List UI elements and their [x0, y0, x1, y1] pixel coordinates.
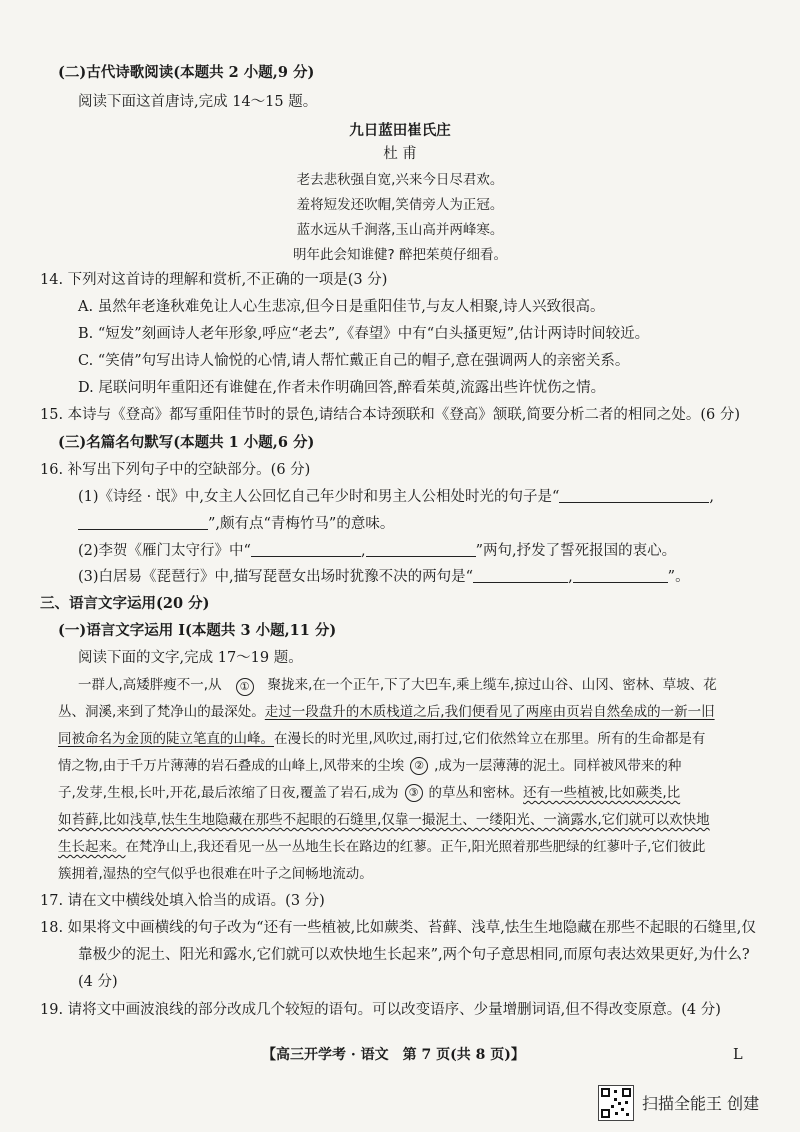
poem-title: 九日蓝田崔氏庄 [349, 122, 451, 139]
blank-marker-1[interactable]: ① [222, 677, 268, 691]
page-footer: 【高三开学考 · 语文 第 7 页(共 8 页)】 [262, 1047, 525, 1063]
section2-title: (二)古代诗歌阅读(本题共 2 小题,9 分) [58, 64, 315, 81]
q19: 19. 请将文中画波浪线的部分改成几个较短的语句。可以改变语序、少量增删词语,但不得改变原意。(4 分) [40, 1002, 721, 1018]
passage-line-3: 同被命名为金顶的陡立笔直的山峰。在漫长的时光里,风吹过,雨打过,它们依然耸立在那里。所有的生命都是有 [58, 731, 706, 747]
passage-line-4: 情之物,由于千万片薄薄的岩石叠成的山峰上,风带来的尘埃 ② ,成为一层薄薄的泥土。同样被风带来的种 [58, 758, 682, 774]
q18-line-1: 18. 如果将文中画横线的句子改为“还有一些植被,比如蕨类、苔藓、浅草,怯生生地隐藏在那些不起眼的石缝里,仅 [40, 920, 756, 936]
passage-line-6 [58, 810, 710, 830]
part3-title: 三、语言文字运用(20 分) [40, 595, 210, 612]
answer-blank[interactable] [573, 568, 668, 583]
wavy-passage-end: 生长起来。 [58, 839, 126, 855]
part3-subtitle: (一)语言文字运用 Ⅰ(本题共 3 小题,11 分) [58, 622, 337, 639]
poem-line-3: 蓝水远从千涧落,玉山高并两峰寒。 [296, 222, 504, 238]
passage-line-5: 子,发芽,生根,长叶,开花,最后浓缩了日夜,覆盖了岩石,成为 ③ 的草丛和密林。还有一些植被,比如蕨类,比 [58, 785, 681, 801]
passage-line-2: 丛、洞溪,来到了梵净山的最深处。走过一段盘升的木质栈道之后,我们便看见了两座由页岩自然垒成的一新一旧 [58, 704, 715, 720]
answer-blank[interactable] [366, 542, 476, 557]
q16-item-1-cont: ”,颇有点“青梅竹马”的意味。 [78, 514, 394, 534]
q16-item-2: (2)李贺《雁门太守行》中“ , ”两句,抒发了誓死报国的衷心。 [78, 543, 677, 559]
section3-title: (三)名篇名句默写(本题共 1 小题,6 分) [58, 434, 315, 451]
qr-code-icon [598, 1085, 634, 1121]
answer-blank[interactable] [473, 568, 568, 583]
section2-instruction: 阅读下面这首唐诗,完成 14～15 题。 [78, 94, 318, 110]
blank-marker-3[interactable]: ③ [405, 784, 423, 802]
poem-author: 杜 甫 [383, 146, 417, 162]
q14-option-d: D. 尾联问明年重阳还有谁健在,作者未作明确回答,醉看茱萸,流露出些许忧伤之情。 [78, 380, 606, 396]
q15: 15. 本诗与《登高》都写重阳佳节时的景色,请结合本诗颈联和《登高》颔联,简要分析二者的相同之处。(6 分) [40, 407, 741, 423]
poem-line-2: 羞将短发还吹帽,笑倩旁人为正冠。 [296, 197, 504, 213]
underlined-sentence-cont: 同被命名为金顶的陡立笔直的山峰。 [58, 731, 274, 747]
scanner-credit: 扫描全能王 创建 [642, 1094, 760, 1113]
q16-stem: 16. 补写出下列句子中的空缺部分。(6 分) [40, 462, 311, 478]
q17: 17. 请在文中横线处填入恰当的成语。(3 分) [40, 893, 325, 909]
passage-line-1: 一群人,高矮胖瘦不一,从 ① 聚拢来,在一个正午,下了大巴车,乘上缆车,掠过山谷、山冈、密林、草坡、花 [78, 675, 717, 695]
q14-option-a: A. 虽然年老逢秋难免让人心生悲凉,但今日是重阳佳节,与友人相聚,诗人兴致很高。 [78, 299, 605, 315]
wavy-passage-cont: 如苔藓,比如浅草,怯生生地隐藏在那些不起眼的石缝里,仅靠一撮泥土、一缕阳光、一滴露水,它们就可以欢快地 [58, 812, 710, 828]
q18-line-3: (4 分) [78, 974, 118, 990]
blank-marker-2[interactable]: ② [410, 757, 428, 775]
wavy-passage: 还有一些植被,比如蕨类,比 [523, 785, 681, 801]
part3-instruction: 阅读下面的文字,完成 17～19 题。 [78, 650, 303, 666]
answer-blank[interactable] [251, 542, 361, 557]
q16-item-1: (1)《诗经 · 氓》中,女主人公回忆自己年少时和男主人公相处时光的句子是“ , [78, 489, 714, 505]
passage-line-8: 簇拥着,湿热的空气似乎也很难在叶子之间畅地流动。 [58, 866, 373, 882]
poem-line-4: 明年此会知谁健? 醉把茱萸仔细看。 [293, 247, 507, 263]
q14-stem: 14. 下列对这首诗的理解和赏析,不正确的一项是(3 分) [40, 272, 388, 288]
q14-option-b: B. “短发”刻画诗人老年形象,呼应“老去”,《春望》中有“白头搔更短”,估计两诗时间较近。 [78, 326, 650, 342]
footer-letter: L [733, 1047, 743, 1063]
poem-line-1: 老去悲秋强自宽,兴来今日尽君欢。 [296, 172, 504, 188]
q14-option-c: C. “笑倩”句写出诗人愉悦的心情,请人帮忙戴正自己的帽子,意在强调两人的亲密关系。 [78, 353, 630, 369]
answer-blank[interactable] [559, 488, 709, 503]
answer-blank[interactable] [78, 515, 208, 530]
passage-line-7: 生长起来。在梵净山上,我还看见一丛一丛地生长在路边的红蓼。正午,阳光照着那些肥绿的红蓼叶子,它们彼此 [58, 839, 706, 855]
underlined-sentence: 走过一段盘升的木质栈道之后,我们便看见了两座由页岩自然垒成的一新一旧 [264, 704, 715, 720]
q18-line-2: 靠极少的泥土、阳光和露水,它们就可以欢快地生长起来”,两个句子意思相同,而原句表达效果更好,为什么? [78, 947, 750, 963]
q16-item-3: (3)白居易《琵琶行》中,描写琵琶女出场时犹豫不决的两句是“ , ”。 [78, 569, 690, 585]
